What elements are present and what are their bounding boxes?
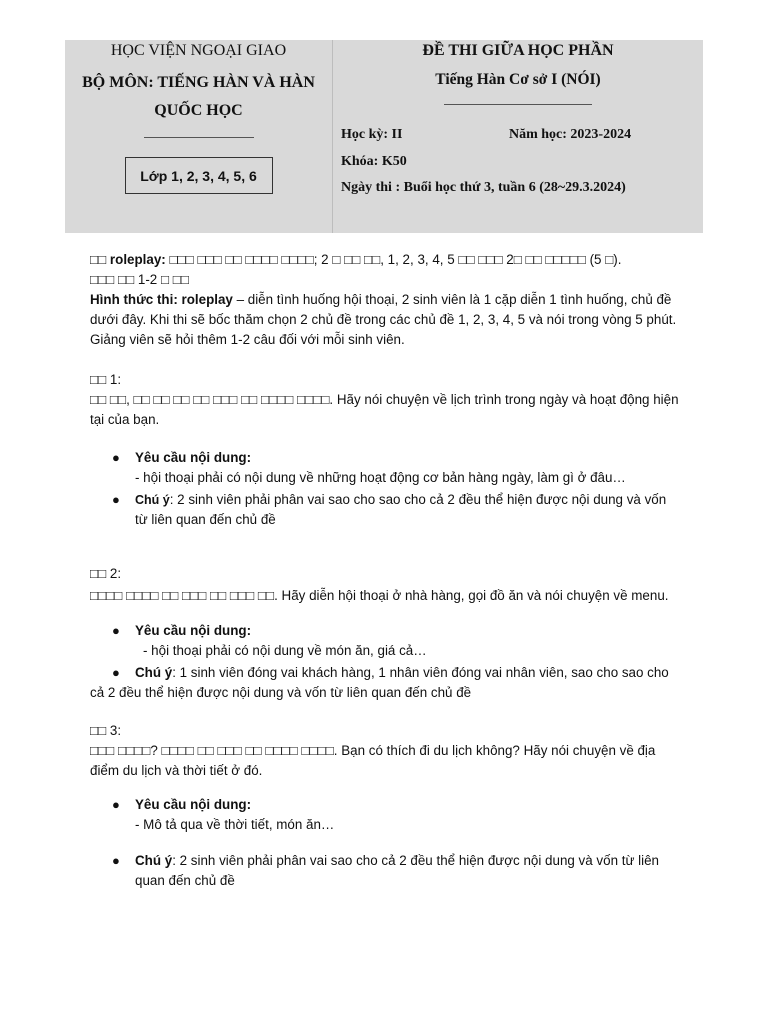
note-text: : 2 sinh viên phải phân vai sao cho sao cho cả 2 đều thể hiện được nội dung và vốn từ liên quan đến chủ đề	[135, 492, 667, 527]
topic-heading: □□ 3:	[90, 723, 122, 738]
topic-kr-text: □□□□ □□□□ □□ □□□ □□ □□□ □□.	[90, 588, 278, 603]
requirement-label: Yêu cầu nội dung:	[135, 623, 252, 638]
intro-vietnamese	[90, 290, 680, 350]
requirement-text: - hội thoại phải có nội dung về món ăn, giá cả…	[143, 643, 427, 658]
topic-1	[90, 370, 680, 530]
class-box: Lớp 1, 2, 3, 4, 5, 6	[125, 157, 273, 194]
requirement-text: - hội thoại phải có nội dung về những hoạt động cơ bản hàng ngày, làm gì ở đâu…	[135, 470, 626, 485]
header-right-rule	[444, 104, 592, 105]
cohort: Khóa: K50	[341, 154, 407, 169]
note-label: Chú ý	[135, 665, 173, 680]
topic-vn-text: Bạn có thích đi du lịch không? Hãy nói chuyện về địa điểm du lịch và thời tiết ở đó.	[90, 743, 656, 778]
bullet-icon: ●	[112, 492, 120, 507]
header-right	[333, 40, 703, 195]
topic-requirements	[90, 448, 680, 530]
topic-vn-text: Hãy nói chuyện về lịch trình trong ngày và hoạt động hiện tại của bạn.	[90, 392, 679, 427]
topic-prompt	[90, 741, 680, 781]
intro-kr-prefix: □□	[90, 252, 107, 267]
semester: Học kỳ: II	[341, 127, 403, 142]
topic-heading: □□ 2:	[90, 566, 122, 581]
requirement-label: Yêu cầu nội dung:	[135, 450, 252, 465]
requirement-text: - Mô tả qua về thời tiết, món ăn…	[135, 817, 335, 832]
topic-heading: □□ 1:	[90, 372, 122, 387]
school-year: Năm học: 2023-2024	[509, 127, 632, 142]
subject-name: Tiếng Hàn Cơ sở I (NÓI)	[435, 71, 601, 88]
bullet-icon: ●	[112, 853, 120, 868]
intro-korean-line2: □□□ □□ 1-2 □ □□	[90, 272, 189, 287]
intro-kr-bold: roleplay:	[109, 252, 166, 267]
note-label: Chú ý	[135, 853, 173, 868]
topic-3	[90, 721, 680, 891]
note-text: : 2 sinh viên phải phân vai sao cho cả 2 đều thể hiện được nội dung và vốn từ liên quan đến chủ đề	[135, 853, 659, 888]
note-text: : 1 sinh viên đóng vai khách hàng, 1 nhân viên đóng vai nhân viên, sao cho sao cho cả 2 đều thể hiện được nội dung và vốn từ liên quan đến chủ đề	[90, 665, 669, 700]
department-name: BỘ MÔN: TIẾNG HÀN VÀ HÀN QUỐC HỌC	[82, 74, 315, 119]
exam-date: Ngày thi : Buổi học thứ 3, tuần 6 (28~29.3.2024)	[341, 180, 626, 195]
topic-prompt	[90, 584, 680, 607]
requirement-item	[90, 795, 680, 835]
intro-kr-rest: □□□ □□□ □□ □□□□ □□□□; 2 □ □□ □□, 1, 2, 3, 4, 5 □□ □□□ 2□ □□ □□□□□ (5 □).	[165, 252, 622, 267]
topic-vn-text: Hãy diễn hội thoại ở nhà hàng, gọi đồ ăn và nói chuyện về menu.	[277, 588, 669, 603]
bullet-icon: ●	[112, 450, 120, 465]
topic-requirements	[90, 795, 680, 891]
bullet-icon: ●	[112, 665, 120, 680]
intro-korean	[90, 250, 680, 270]
bullet-icon: ●	[112, 797, 120, 812]
note-item	[90, 851, 680, 891]
header-left	[65, 40, 332, 194]
requirement-item	[90, 448, 680, 488]
intro-vn-bold: Hình thức thi: roleplay	[90, 292, 233, 307]
topic-2	[90, 564, 680, 703]
topic-kr-text: □□□ □□□□? □□□□ □□ □□□ □□ □□□□ □□□□.	[90, 743, 338, 758]
exam-content	[90, 250, 680, 891]
topic-prompt	[90, 390, 680, 430]
requirement-item	[90, 621, 680, 661]
institution-name: HỌC VIỆN NGOẠI GIAO	[110, 42, 287, 59]
exam-header	[65, 40, 703, 233]
note-item	[90, 663, 680, 703]
topic-requirements	[90, 621, 680, 661]
topic-kr-text: □□ □□, □□ □□ □□ □□ □□□ □□ □□□□ □□□□.	[90, 392, 334, 407]
note-item	[90, 490, 680, 530]
exam-title: ĐỀ THI GIỮA HỌC PHẦN	[422, 42, 614, 59]
bullet-icon: ●	[112, 623, 120, 638]
requirement-label: Yêu cầu nội dung:	[135, 797, 252, 812]
note-label: Chú ý	[135, 493, 170, 507]
semester-row	[341, 126, 632, 144]
header-left-rule	[144, 137, 254, 138]
intro-vn-rest: – diễn tình huống hội thoại, 2 sinh viên là 1 cặp diễn 1 tình huống, chủ đề dưới đây. Khi thi sẽ bốc thăm chọn 2 chủ đề trong các chủ đề 1, 2, 3, 4, 5 và nói trong vòng 5 phút. Giảng viên sẽ hỏi thêm 1-2 câu đối với mỗi sinh viên.	[90, 292, 677, 347]
